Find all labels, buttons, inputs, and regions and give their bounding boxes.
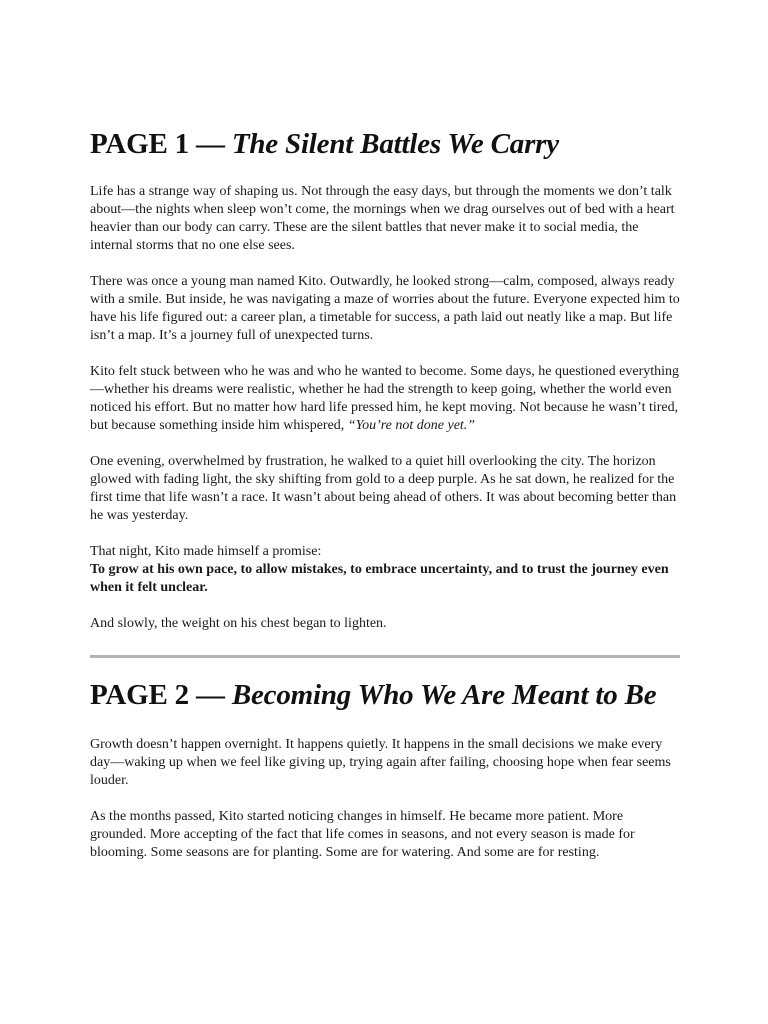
- page1-heading-title: The Silent Battles We Carry: [231, 128, 559, 160]
- page2-heading: [90, 677, 680, 714]
- page-divider: [90, 655, 680, 658]
- page1-paragraph-4: One evening, overwhelmed by frustration, he walked to a quiet hill overlooking the city. The horizon glowed with fading light, the sky shifting from gold to a deep purple. As he sat down, he realized for the first time that life wasn’t a race. It wasn’t about being ahead of others. It was about becoming better than he was yesterday.: [90, 454, 677, 523]
- page1-paragraph-2: There was once a young man named Kito. Outwardly, he looked strong—calm, composed, always ready with a smile. But inside, he was navigating a maze of worries about the future. Everyone expected him to have his life figured out: a career plan, a timetable for success, a path laid out neatly like a map. But life isn’t a map. It’s a journey full of unexpected turns.: [90, 274, 680, 343]
- page1-paragraph-1: Life has a strange way of shaping us. Not through the easy days, but through the moments we don’t talk about—the nights when sleep won’t come, the mornings when we drag ourselves out of bed with a heart heavier than our body can carry. These are the silent battles that never make it to social media, the internal storms that no one else sees.: [90, 184, 675, 253]
- page2-paragraph-1: Growth doesn’t happen overnight. It happens quietly. It happens in the small decisions we make every day—waking up when we feel like giving up, trying again after failing, choosing hope when fear seems louder.: [90, 737, 671, 788]
- page1-heading: [90, 126, 680, 163]
- page1-paragraph-3-quote: “You’re not done yet.”: [347, 418, 476, 433]
- page2-heading-prefix: PAGE 2 —: [90, 679, 232, 711]
- page2-paragraph-2: As the months passed, Kito started noticing changes in himself. He became more patient. More grounded. More accepting of the fact that life comes in seasons, and not every season is made for blooming. Some seasons are for planting. Some are for watering. And some are for resting.: [90, 809, 635, 860]
- page1-paragraph-5: [90, 543, 680, 597]
- page1-paragraph-3-text: Kito felt stuck between who he was and who he wanted to become. Some days, he questioned everything—whether his dreams were realistic, whether he had the strength to keep going, whether the world even noticed his effort. But no matter how hard life pressed him, he kept moving. Not because he wasn’t tired, but because something inside him whispered,: [90, 364, 680, 433]
- document-body: [90, 126, 680, 880]
- page2-heading-title: Becoming Who We Are Meant to Be: [231, 679, 657, 711]
- page1-paragraph-3: [90, 363, 680, 435]
- page1-promise-text: To grow at his own pace, to allow mistakes, to embrace uncertainty, and to trust the journey even when it felt unclear.: [90, 562, 669, 595]
- page1-heading-prefix: PAGE 1 —: [90, 128, 232, 160]
- page1-paragraph-6: And slowly, the weight on his chest began to lighten.: [90, 616, 387, 631]
- page1-promise-intro: That night, Kito made himself a promise:: [90, 544, 322, 559]
